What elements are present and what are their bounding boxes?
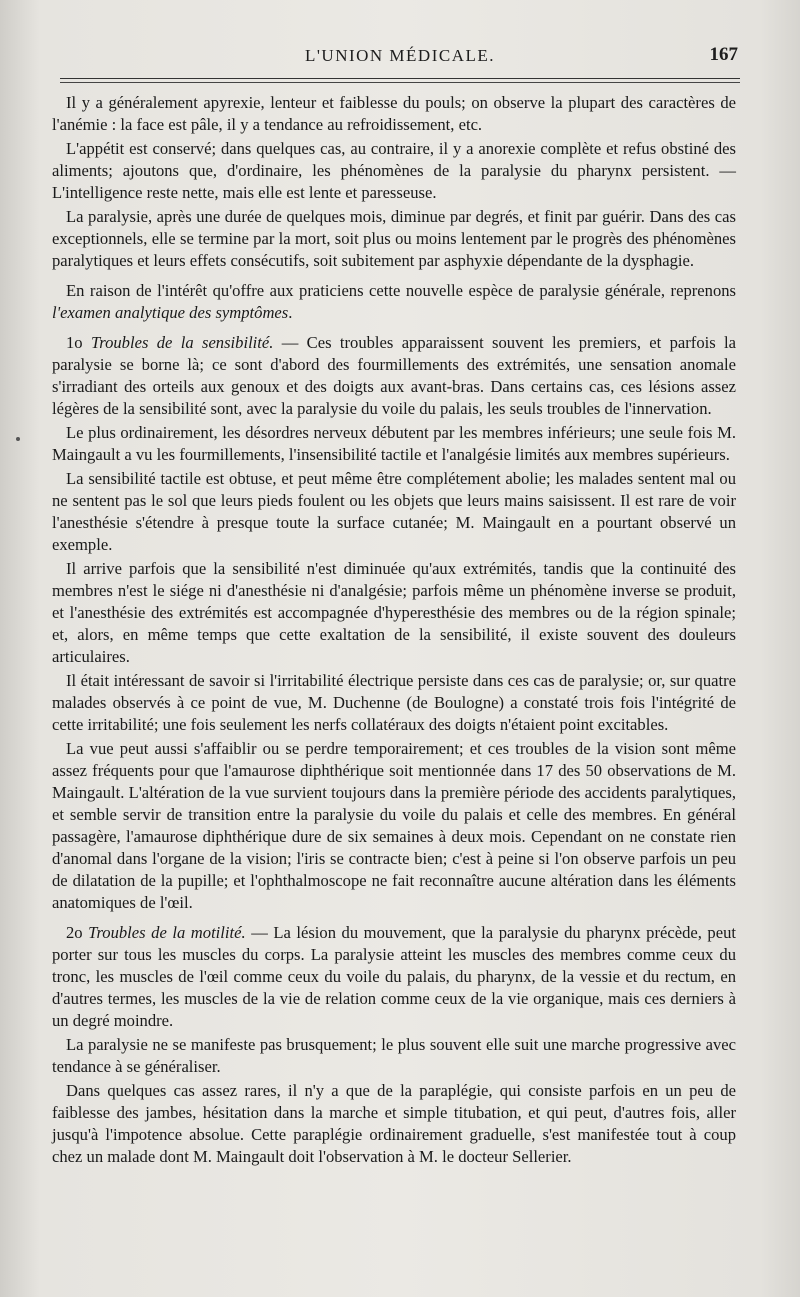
page-header — [60, 40, 740, 76]
paragraph-text: — La lésion du mouvement, que la paralysie du pharynx précède, peut porter sur tous les muscles du corps. La paralysie atteint les muscles des membres comme ceux du tronc, les muscles de l'œil comme ceux du voile du palais, du pharynx, de la vessie et du rectum, en d'autres termes, les muscles de la vie de relation comme ceux de la vie organique, mais ces derniers à un degré moindre. — [52, 923, 737, 1030]
section-number: 2o — [66, 923, 89, 942]
section-heading: Troubles de la motilité. — [88, 923, 246, 942]
running-head: L'UNION MÉDICALE. — [304, 46, 496, 65]
section-heading: Troubles de la sensibilité. — [90, 333, 274, 352]
italic-phrase: l'examen analytique des symptômes — [52, 303, 289, 322]
paragraph-text: . — [288, 303, 293, 322]
paragraph: Il était intéressant de savoir si l'irritabilité électrique persiste dans ces cas de paralysie; or, sur quatre malades observés à ce point de vue, M. Duchenne (de Boulogne) a constaté trois fois l'intégrité de cette irritabilité; une fois seulement les nerfs collatéraux des doigts n'étaient point excitables. — [52, 671, 736, 734]
paragraph: Il y a généralement apyrexie, lenteur et faiblesse du pouls; on observe la plupart des caractères de l'anémie : la face est pâle, il y a tendance au refroidissement, etc. — [52, 93, 736, 134]
section-paragraph — [52, 922, 736, 1032]
paragraph-text: En raison de l'intérêt qu'offre aux praticiens cette nouvelle espèce de paralysie générale, reprenons — [66, 281, 736, 300]
section-paragraph — [52, 332, 736, 420]
paragraph: La sensibilité tactile est obtuse, et peut même être complétement abolie; les malades sentent mal ou ne sentent pas le sol que leurs pieds foulent ou les objets que leurs mains saisissent. Il est rare de voir l'anesthésie s'étendre à presque toute la surface cutanée; M. Maingault en a pourtant observé un exemple. — [52, 469, 736, 554]
paragraph: La paralysie ne se manifeste pas brusquement; le plus souvent elle suit une marche progressive avec tendance à se généraliser. — [52, 1035, 736, 1076]
article-body — [52, 92, 736, 1170]
page-number: 167 — [709, 44, 738, 65]
paragraph: La vue peut aussi s'affaiblir ou se perdre temporairement; et ces troubles de la vision sont même assez fréquents pour que l'amaurose diphthérique soit mentionnée dans 17 des 50 observations de M. Maingault. L'altération de la vue survient toujours dans la première période des accidents paralytiques, et semble servir de transition entre la paralysie du voile du palais et celle des membres. En général passagère, l'amaurose diphthérique dure de six semaines à deux mois. Cependant on ne constate rien d'anomal dans l'organe de la vision; l'iris se contracte bien; c'est à peine si l'on observe parfois un peu de dilatation de la pupille; et l'ophthalmoscope ne fait reconnaître aucune altération dans les éléments anatomiques de l'œil. — [52, 739, 736, 912]
paragraph: La paralysie, après une durée de quelques mois, diminue par degrés, et finit par guérir. Dans des cas exceptionnels, elle se termine par la mort, soit plus ou moins lentement par le progrès des phénomènes paralytiques et leurs effets consécutifs, soit subitement par asphyxie dépendante de la dysphagie. — [52, 207, 736, 270]
paragraph — [52, 280, 736, 324]
header-rule-thin — [60, 82, 740, 83]
paragraph: Dans quelques cas assez rares, il n'y a que de la paraplégie, qui consiste parfois en un peu de faiblesse des jambes, hésitation dans la marche et simple titubation, et qui peut, d'autres fois, aller jusqu'à l'impotence absolue. Cette paraplégie ordinairement graduelle, s'est manifestée tout à coup chez un malade dont M. Maingault doit l'observation à M. le docteur Sellerier. — [52, 1081, 736, 1166]
paragraph: L'appétit est conservé; dans quelques cas, au contraire, il y a anorexie complète et refus obstiné des aliments; ajoutons que, d'ordinaire, les phénomènes de la paralysie du pharynx persistent. — L'intelligence reste nette, mais elle est lente et paresseuse. — [52, 139, 736, 202]
header-rule — [60, 78, 740, 79]
paragraph-text: — Ces troubles apparaissent souvent les premiers, et parfois la paralysie se borne là; ce sont d'abord des fourmillements des extrémités, une sensation anomale s'irradiant des orteils aux genoux et des doigts aux avant-bras. Dans certains cas, ces lésions assez légères de la sensibilité sont, avec la paralysie du voile du palais, les seuls troubles de l'innervation. — [52, 333, 736, 418]
margin-mark — [16, 437, 20, 441]
section-number: 1o — [66, 333, 91, 352]
paragraph: Le plus ordinairement, les désordres nerveux débutent par les membres inférieurs; une seule fois M. Maingault a vu les fourmillements, l'insensibilité tactile et l'analgésie limités aux membres supérieurs. — [52, 423, 736, 464]
paragraph: Il arrive parfois que la sensibilité n'est diminuée qu'aux extrémités, tandis que la continuité des membres n'est le siége ni d'anesthésie ni d'analgésie; parfois même un phénomène inverse se produit, et l'anesthésie des extrémités est accompagnée d'hyperesthésie des membres ou de la région spinale; et, alors, en même temps que cette exaltation de la sensibilité, il existe souvent des douleurs articulaires. — [52, 559, 736, 666]
